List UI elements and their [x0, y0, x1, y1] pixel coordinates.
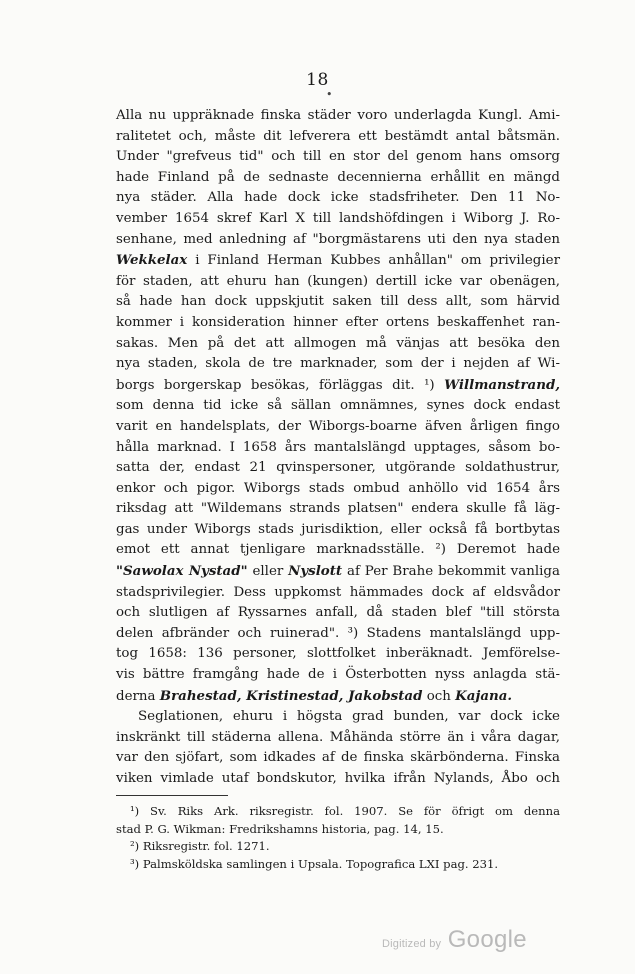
footnote-2: ²) Riksregistr. fol. 1271.: [130, 839, 270, 853]
text-line: nya städer. Alla hade dock icke stadsfriheter. Den 11 No-: [116, 190, 560, 206]
text-line: som denna tid icke så sällan omnämnes, synes dock endast: [116, 398, 560, 414]
text-line: viken vimlade utaf bondskutor, hvilka ifrån Nylands, Åbo och: [116, 771, 560, 786]
place-name-nyslott: Nyslott: [288, 563, 343, 580]
text-line: nya staden, skola de tre marknader, som der i nejden af Wi-: [116, 356, 560, 372]
text-line: för staden, att ehuru han (kungen) dertill icke var obenägen,: [116, 273, 560, 289]
text-line: och slutligen af Ryssarnes anfall, då staden blef "till största: [116, 605, 560, 621]
text-line: tog 1658: 136 personer, slottfolket inberäknadt. Jemförelse-: [116, 646, 560, 662]
text-line: stadsprivilegier. Dess uppkomst hämmades dock af eldsvådor: [116, 584, 560, 600]
text-line: varit en handelsplats, der Wiborgs-boarne äfven årligen fingo: [116, 418, 560, 434]
text-line: så hade han dock uppskjutit saken till dess allt, som härvid: [116, 294, 560, 310]
text-line: [116, 375, 560, 397]
text-line: Alla nu uppräknade finska städer voro underlagda Kungl. Ami-: [116, 108, 560, 123]
place-names-towns: Brahestad, Kristinestad, Jakobstad: [159, 687, 423, 704]
text-line: sakas. Men på det att allmogen må vänjas att besöka den: [116, 335, 560, 351]
text-line: hade Finland på de sednaste decennierna erhållit en mängd: [116, 169, 560, 185]
text-line: [116, 686, 560, 708]
text-line: delen afbränder och ruinerad". ³) Stadens mantalslängd upp-: [116, 625, 560, 641]
text-fragment: eller: [247, 564, 289, 580]
place-name-willmanstrand: Willmanstrand,: [444, 376, 560, 393]
text-line: vis bättre framgång hade de i Österbotten nyss anlagda stä-: [116, 667, 560, 683]
footnote-1-continued: stad P. G. Wikman: Fredrikshamns historia, pag. 14, 15.: [116, 821, 444, 836]
text-fragment: borgs borgerskap besökas, förläggas dit. ¹): [116, 377, 445, 393]
text-line: ralitetet och, måste dit lefverera ett bestämdt antal båtsmän.: [116, 128, 560, 144]
text-line: hålla marknad. I 1658 års mantalslängd upptages, såsom bo-: [116, 439, 560, 455]
text-line: kommer i konsideration hinner efter ortens beskaffenhet ran-: [116, 314, 560, 330]
text-line: emot ett annat tjenligare marknadsställe. ²) Deremot hade: [116, 542, 560, 558]
place-name-sawolax-nystad: "Sawolax Nystad": [116, 563, 248, 580]
google-logo: Google: [447, 926, 527, 953]
place-name-kajana: Kajana.: [455, 687, 513, 704]
text-line: riksdag att "Wildemans strands platsen" endera skulle få läg-: [116, 501, 560, 517]
place-name-wekkelax: Wekkelax: [116, 252, 188, 269]
text-line: senhane, med anledning af "borgmästarens uti den nya staden: [116, 231, 560, 247]
stray-mark: •: [326, 88, 333, 101]
text-line: [116, 250, 560, 272]
footnotes: [116, 803, 560, 873]
text-line: [116, 561, 560, 583]
footnote-3: ³) Palmsköldska samlingen i Upsala. Topografica LXI pag. 231.: [130, 856, 499, 871]
footnote-divider: [116, 795, 228, 796]
text-line: inskränkt till städerna allena. Måhända större än i våra dagar,: [116, 729, 560, 745]
text-line: vember 1654 skref Karl X till landshöfdingen i Wiborg J. Ro-: [116, 210, 560, 226]
digitized-by-google-watermark: [382, 926, 527, 954]
watermark-prefix: Digitized by: [382, 938, 442, 950]
page-number: 18: [306, 70, 329, 90]
text-line: gas under Wiborgs stads jurisdiktion, eller också få bortbytas: [116, 521, 560, 537]
footnote-1: ¹) Sv. Riks Ark. riksregistr. fol. 1907. Se för öfrigt om denna: [130, 804, 560, 818]
text-line: Seglationen, ehuru i högsta grad bunden, var dock icke: [138, 709, 560, 725]
text-line: enkor och pigor. Wiborgs stads ombud anhöllo vid 1654 års: [116, 480, 560, 496]
text-fragment: i Finland Herman Kubbes anhållan" om privilegier: [187, 253, 560, 269]
text-fragment: derna: [116, 688, 160, 704]
text-line: satta der, endast 21 qvinspersoner, utgörande soldathustrur,: [116, 460, 560, 476]
text-line: var den sjöfart, som idkades af de finska skärbönderna. Finska: [116, 750, 560, 766]
text-fragment: och: [422, 688, 456, 704]
text-fragment: af Per Brahe bekommit vanliga: [342, 564, 560, 580]
body-text: [116, 106, 560, 790]
text-line: Under "grefveus tid" och till en stor del genom hans omsorg: [116, 149, 560, 165]
